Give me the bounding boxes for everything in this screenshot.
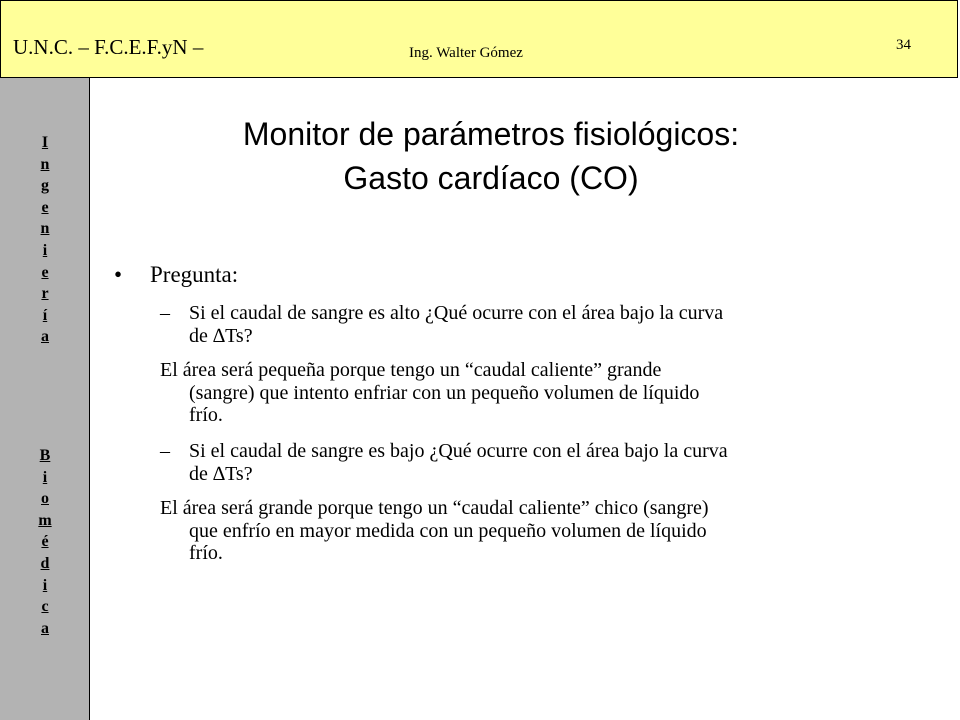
sidebar-letter: í (42, 306, 48, 324)
answer-1 (160, 359, 699, 427)
question-1 (160, 302, 723, 347)
question-2-line-1: Si el caudal de sangre es bajo ¿Qué ocurre con el área bajo la curva (189, 440, 728, 462)
sidebar-letter: B (39, 447, 51, 464)
answer-1-line-1: El área será pequeña porque tengo un “caudal caliente” grande (160, 359, 662, 381)
title-line-1: Monitor de parámetros fisiológicos: (242, 116, 740, 152)
sidebar-letter: é (41, 533, 49, 551)
sidebar-letter: g (41, 177, 49, 195)
bullet-dot-icon: • (114, 262, 123, 287)
answer-1-line-2: (sangre) que intento enfriar con un pequeño volumen de líquido (189, 381, 700, 404)
sidebar (0, 78, 90, 720)
title-line-2: Gasto cardíaco (CO) (343, 160, 639, 196)
answer-2-line-2: que enfrío en mayor medida con un pequeño volumen de líquido (189, 519, 707, 542)
sidebar-letter: e (41, 198, 49, 216)
sidebar-word-biomedica (0, 445, 90, 639)
header-author: Ing. Walter Gómez (409, 45, 523, 61)
sidebar-letter: o (41, 490, 49, 508)
sidebar-letter: I (41, 134, 49, 151)
sidebar-letter: a (41, 619, 49, 637)
bullet-text: Pregunta: (150, 262, 239, 287)
slide-header (0, 0, 958, 78)
sidebar-letter: d (40, 554, 50, 572)
dash-marker: – (160, 440, 170, 462)
answer-1-line-3: frío. (189, 404, 223, 426)
question-2-line-2: de ∆Ts? (189, 462, 253, 485)
sidebar-letter: i (42, 576, 48, 594)
header-institution: U.N.C. – F.C.E.F.yN – (13, 35, 204, 59)
sidebar-letter: e (41, 263, 49, 281)
sidebar-letter: m (38, 511, 52, 529)
question-2 (160, 440, 728, 485)
question-1-line-1: Si el caudal de sangre es alto ¿Qué ocurre con el área bajo la curva (189, 302, 724, 324)
sidebar-letter: i (42, 241, 48, 259)
answer-2 (160, 497, 709, 565)
answer-2-line-1: El área será grande porque tengo un “caudal caliente” chico (sangre) (160, 497, 709, 519)
sidebar-letter: r (41, 285, 49, 303)
sidebar-word-ingenieria (0, 132, 90, 348)
slide-title (96, 112, 886, 200)
sidebar-letter: n (40, 220, 50, 238)
question-1-line-2: de ∆Ts? (189, 324, 253, 347)
page-number: 34 (896, 37, 911, 53)
answer-2-line-3: frío. (189, 542, 223, 564)
sidebar-letter: n (40, 155, 50, 173)
sidebar-letter: a (41, 328, 49, 346)
sidebar-letter: c (41, 598, 49, 616)
sidebar-letter: i (42, 468, 48, 486)
dash-marker: – (160, 302, 170, 324)
